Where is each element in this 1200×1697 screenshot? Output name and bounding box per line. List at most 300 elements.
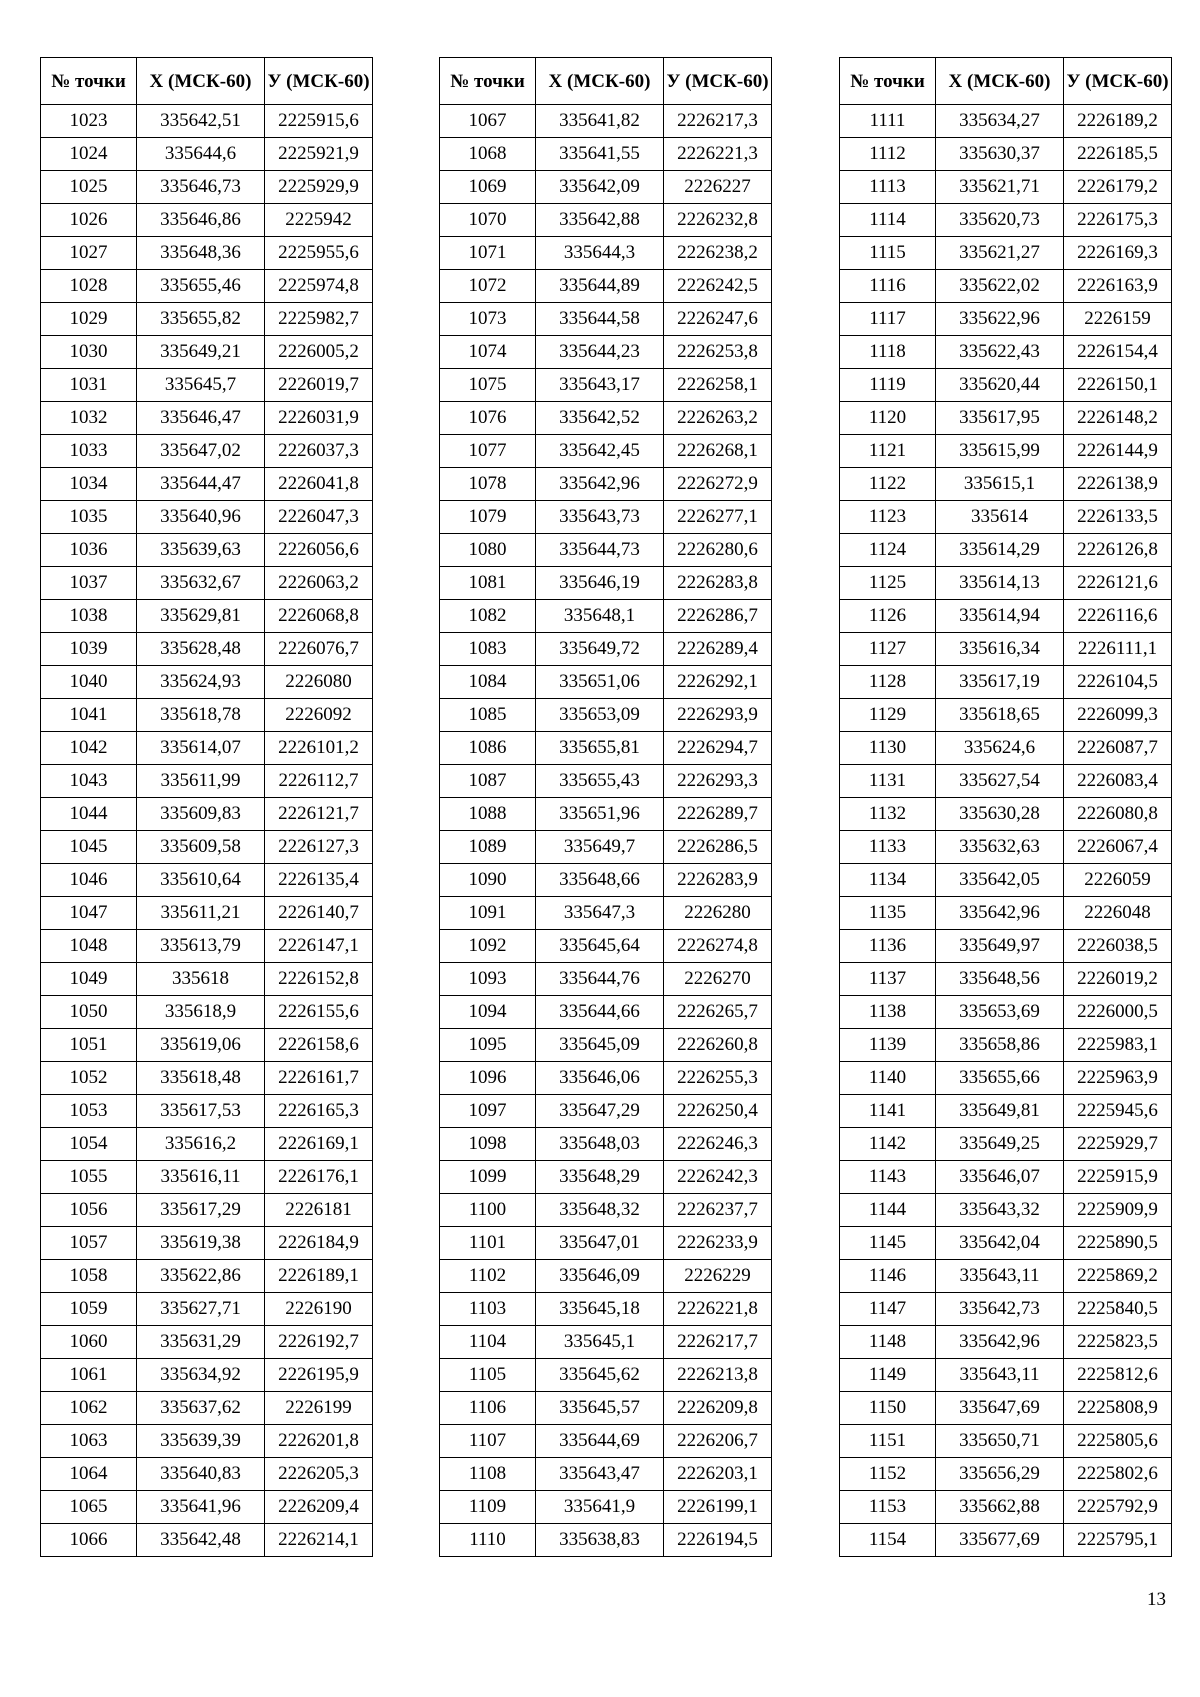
- cell-x-coordinate: 335646,07: [936, 1161, 1064, 1194]
- cell-x-coordinate: 335634,27: [936, 105, 1064, 138]
- cell-x-coordinate: 335644,76: [536, 963, 664, 996]
- cell-point-number: 1115: [840, 237, 936, 270]
- cell-point-number: 1088: [440, 798, 536, 831]
- table-row: [440, 1491, 772, 1524]
- cell-x-coordinate: 335642,51: [137, 105, 265, 138]
- table-row: [41, 1128, 373, 1161]
- cell-x-coordinate: 335619,38: [137, 1227, 265, 1260]
- cell-y-coordinate: 2226041,8: [265, 468, 373, 501]
- table-row: [840, 1194, 1172, 1227]
- cell-y-coordinate: 2226121,7: [265, 798, 373, 831]
- cell-point-number: 1070: [440, 204, 536, 237]
- cell-point-number: 1107: [440, 1425, 536, 1458]
- cell-point-number: 1138: [840, 996, 936, 1029]
- table-row: [840, 1293, 1172, 1326]
- table-row: [440, 1524, 772, 1557]
- cell-y-coordinate: 2226209,8: [664, 1392, 772, 1425]
- cell-y-coordinate: 2226272,9: [664, 468, 772, 501]
- cell-x-coordinate: 335618,78: [137, 699, 265, 732]
- cell-x-coordinate: 335647,69: [936, 1392, 1064, 1425]
- cell-y-coordinate: 2226148,2: [1064, 402, 1172, 435]
- cell-y-coordinate: 2225890,5: [1064, 1227, 1172, 1260]
- cell-y-coordinate: 2226101,2: [265, 732, 373, 765]
- cell-point-number: 1129: [840, 699, 936, 732]
- cell-y-coordinate: 2226214,1: [265, 1524, 373, 1557]
- table-row: [840, 996, 1172, 1029]
- table-row: [840, 1227, 1172, 1260]
- table-row: [41, 105, 373, 138]
- cell-y-coordinate: 2226104,5: [1064, 666, 1172, 699]
- cell-point-number: 1038: [41, 600, 137, 633]
- cell-x-coordinate: 335615,1: [936, 468, 1064, 501]
- cell-y-coordinate: 2225929,9: [265, 171, 373, 204]
- cell-y-coordinate: 2226286,7: [664, 600, 772, 633]
- cell-y-coordinate: 2226255,3: [664, 1062, 772, 1095]
- cell-point-number: 1140: [840, 1062, 936, 1095]
- cell-y-coordinate: 2226150,1: [1064, 369, 1172, 402]
- cell-point-number: 1090: [440, 864, 536, 897]
- cell-point-number: 1106: [440, 1392, 536, 1425]
- cell-y-coordinate: 2226206,7: [664, 1425, 772, 1458]
- cell-point-number: 1029: [41, 303, 137, 336]
- cell-x-coordinate: 335648,03: [536, 1128, 664, 1161]
- table-row: [840, 270, 1172, 303]
- cell-point-number: 1077: [440, 435, 536, 468]
- cell-point-number: 1123: [840, 501, 936, 534]
- cell-y-coordinate: 2226246,3: [664, 1128, 772, 1161]
- cell-y-coordinate: 2226203,1: [664, 1458, 772, 1491]
- cell-point-number: 1082: [440, 600, 536, 633]
- cell-point-number: 1045: [41, 831, 137, 864]
- cell-point-number: 1056: [41, 1194, 137, 1227]
- cell-x-coordinate: 335643,32: [936, 1194, 1064, 1227]
- cell-point-number: 1125: [840, 567, 936, 600]
- cell-x-coordinate: 335619,06: [137, 1029, 265, 1062]
- cell-x-coordinate: 335648,66: [536, 864, 664, 897]
- table-row: [840, 831, 1172, 864]
- cell-y-coordinate: 2226190: [265, 1293, 373, 1326]
- cell-x-coordinate: 335618,48: [137, 1062, 265, 1095]
- cell-point-number: 1132: [840, 798, 936, 831]
- cell-x-coordinate: 335643,17: [536, 369, 664, 402]
- cell-x-coordinate: 335642,05: [936, 864, 1064, 897]
- table-row: [440, 831, 772, 864]
- table-row: [440, 963, 772, 996]
- cell-point-number: 1131: [840, 765, 936, 798]
- table-row: [840, 1359, 1172, 1392]
- cell-point-number: 1043: [41, 765, 137, 798]
- cell-y-coordinate: 2226293,3: [664, 765, 772, 798]
- cell-y-coordinate: 2226209,4: [265, 1491, 373, 1524]
- table-header-row: [440, 58, 772, 105]
- table-row: [840, 105, 1172, 138]
- cell-x-coordinate: 335646,09: [536, 1260, 664, 1293]
- table-row: [41, 402, 373, 435]
- cell-x-coordinate: 335643,11: [936, 1359, 1064, 1392]
- cell-point-number: 1034: [41, 468, 137, 501]
- cell-point-number: 1134: [840, 864, 936, 897]
- cell-x-coordinate: 335618: [137, 963, 265, 996]
- cell-y-coordinate: 2226221,8: [664, 1293, 772, 1326]
- cell-point-number: 1153: [840, 1491, 936, 1524]
- table-row: [440, 1029, 772, 1062]
- coordinates-table-2: [439, 57, 772, 1557]
- table-row: [440, 1227, 772, 1260]
- table-row: [840, 1029, 1172, 1062]
- table-row: [41, 1293, 373, 1326]
- cell-point-number: 1133: [840, 831, 936, 864]
- cell-y-coordinate: 2226165,3: [265, 1095, 373, 1128]
- cell-y-coordinate: 2225823,5: [1064, 1326, 1172, 1359]
- table-row: [440, 468, 772, 501]
- cell-x-coordinate: 335648,32: [536, 1194, 664, 1227]
- cell-point-number: 1113: [840, 171, 936, 204]
- table-row: [440, 534, 772, 567]
- table-row: [840, 1524, 1172, 1557]
- cell-y-coordinate: 2226048: [1064, 897, 1172, 930]
- table-row: [41, 1359, 373, 1392]
- cell-x-coordinate: 335643,47: [536, 1458, 664, 1491]
- cell-x-coordinate: 335609,58: [137, 831, 265, 864]
- cell-y-coordinate: 2226289,4: [664, 633, 772, 666]
- table-row: [41, 930, 373, 963]
- cell-y-coordinate: 2226260,8: [664, 1029, 772, 1062]
- table-row: [41, 633, 373, 666]
- cell-y-coordinate: 2226195,9: [265, 1359, 373, 1392]
- cell-x-coordinate: 335645,18: [536, 1293, 664, 1326]
- cell-point-number: 1027: [41, 237, 137, 270]
- table-row: [41, 963, 373, 996]
- cell-y-coordinate: 2226138,9: [1064, 468, 1172, 501]
- cell-x-coordinate: 335616,11: [137, 1161, 265, 1194]
- table-body: [41, 105, 373, 1557]
- cell-x-coordinate: 335642,48: [137, 1524, 265, 1557]
- cell-x-coordinate: 335632,63: [936, 831, 1064, 864]
- cell-point-number: 1080: [440, 534, 536, 567]
- cell-y-coordinate: 2226080,8: [1064, 798, 1172, 831]
- cell-point-number: 1031: [41, 369, 137, 402]
- table-row: [41, 336, 373, 369]
- table-row: [440, 996, 772, 1029]
- cell-x-coordinate: 335656,29: [936, 1458, 1064, 1491]
- cell-x-coordinate: 335609,83: [137, 798, 265, 831]
- cell-point-number: 1128: [840, 666, 936, 699]
- cell-y-coordinate: 2226155,6: [265, 996, 373, 1029]
- cell-point-number: 1121: [840, 435, 936, 468]
- cell-point-number: 1122: [840, 468, 936, 501]
- table-row: [440, 1425, 772, 1458]
- cell-x-coordinate: 335631,29: [137, 1326, 265, 1359]
- cell-x-coordinate: 335655,46: [137, 270, 265, 303]
- table-row: [440, 1128, 772, 1161]
- cell-y-coordinate: 2226221,3: [664, 138, 772, 171]
- table-row: [41, 996, 373, 1029]
- cell-x-coordinate: 335614,94: [936, 600, 1064, 633]
- cell-y-coordinate: 2226277,1: [664, 501, 772, 534]
- cell-y-coordinate: 2225945,6: [1064, 1095, 1172, 1128]
- cell-x-coordinate: 335653,69: [936, 996, 1064, 1029]
- cell-point-number: 1098: [440, 1128, 536, 1161]
- cell-point-number: 1067: [440, 105, 536, 138]
- cell-x-coordinate: 335629,81: [137, 600, 265, 633]
- cell-x-coordinate: 335627,54: [936, 765, 1064, 798]
- cell-point-number: 1059: [41, 1293, 137, 1326]
- cell-x-coordinate: 335621,27: [936, 237, 1064, 270]
- cell-y-coordinate: 2226175,3: [1064, 204, 1172, 237]
- cell-y-coordinate: 2225963,9: [1064, 1062, 1172, 1095]
- cell-y-coordinate: 2226169,3: [1064, 237, 1172, 270]
- table-row: [840, 204, 1172, 237]
- cell-y-coordinate: 2226059: [1064, 864, 1172, 897]
- cell-y-coordinate: 2226140,7: [265, 897, 373, 930]
- cell-point-number: 1086: [440, 732, 536, 765]
- table-row: [41, 567, 373, 600]
- cell-x-coordinate: 335624,93: [137, 666, 265, 699]
- table-row: [840, 1128, 1172, 1161]
- cell-x-coordinate: 335655,66: [936, 1062, 1064, 1095]
- cell-y-coordinate: 2226126,8: [1064, 534, 1172, 567]
- cell-x-coordinate: 335613,79: [137, 930, 265, 963]
- cell-point-number: 1112: [840, 138, 936, 171]
- cell-y-coordinate: 2226185,5: [1064, 138, 1172, 171]
- coordinates-table-1: [40, 57, 373, 1557]
- cell-x-coordinate: 335614: [936, 501, 1064, 534]
- table-row: [440, 1359, 772, 1392]
- cell-point-number: 1068: [440, 138, 536, 171]
- cell-y-coordinate: 2225869,2: [1064, 1260, 1172, 1293]
- cell-point-number: 1061: [41, 1359, 137, 1392]
- cell-point-number: 1074: [440, 336, 536, 369]
- table-row: [440, 600, 772, 633]
- cell-point-number: 1085: [440, 699, 536, 732]
- cell-x-coordinate: 335620,44: [936, 369, 1064, 402]
- table-row: [440, 1392, 772, 1425]
- table-row: [41, 666, 373, 699]
- cell-x-coordinate: 335655,81: [536, 732, 664, 765]
- cell-x-coordinate: 335621,71: [936, 171, 1064, 204]
- cell-y-coordinate: 2226227: [664, 171, 772, 204]
- table-row: [41, 732, 373, 765]
- coordinates-table-3: [839, 57, 1172, 1557]
- cell-y-coordinate: 2226135,4: [265, 864, 373, 897]
- table-row: [41, 1194, 373, 1227]
- cell-x-coordinate: 335644,3: [536, 237, 664, 270]
- cell-y-coordinate: 2225982,7: [265, 303, 373, 336]
- cell-point-number: 1030: [41, 336, 137, 369]
- cell-y-coordinate: 2225929,7: [1064, 1128, 1172, 1161]
- cell-x-coordinate: 335639,63: [137, 534, 265, 567]
- table-row: [840, 171, 1172, 204]
- header-point-number: № точки: [440, 58, 536, 105]
- cell-point-number: 1105: [440, 1359, 536, 1392]
- page-number: 13: [1147, 1589, 1166, 1610]
- cell-x-coordinate: 335653,09: [536, 699, 664, 732]
- cell-y-coordinate: 2226092: [265, 699, 373, 732]
- table-row: [440, 171, 772, 204]
- table-row: [41, 600, 373, 633]
- cell-point-number: 1103: [440, 1293, 536, 1326]
- cell-point-number: 1130: [840, 732, 936, 765]
- cell-x-coordinate: 335630,28: [936, 798, 1064, 831]
- cell-y-coordinate: 2225812,6: [1064, 1359, 1172, 1392]
- cell-x-coordinate: 335611,99: [137, 765, 265, 798]
- header-point-number: № точки: [840, 58, 936, 105]
- cell-y-coordinate: 2226159: [1064, 303, 1172, 336]
- cell-y-coordinate: 2226242,5: [664, 270, 772, 303]
- cell-point-number: 1142: [840, 1128, 936, 1161]
- cell-x-coordinate: 335644,89: [536, 270, 664, 303]
- table-row: [41, 1326, 373, 1359]
- table-row: [440, 732, 772, 765]
- cell-point-number: 1084: [440, 666, 536, 699]
- cell-y-coordinate: 2226083,4: [1064, 765, 1172, 798]
- cell-point-number: 1050: [41, 996, 137, 1029]
- cell-x-coordinate: 335644,73: [536, 534, 664, 567]
- cell-y-coordinate: 2226127,3: [265, 831, 373, 864]
- table-row: [440, 765, 772, 798]
- table-row: [440, 435, 772, 468]
- cell-point-number: 1049: [41, 963, 137, 996]
- table-row: [840, 798, 1172, 831]
- cell-point-number: 1079: [440, 501, 536, 534]
- cell-x-coordinate: 335622,02: [936, 270, 1064, 303]
- cell-y-coordinate: 2225974,8: [265, 270, 373, 303]
- cell-x-coordinate: 335646,19: [536, 567, 664, 600]
- cell-y-coordinate: 2226263,2: [664, 402, 772, 435]
- cell-x-coordinate: 335617,95: [936, 402, 1064, 435]
- cell-x-coordinate: 335648,1: [536, 600, 664, 633]
- cell-point-number: 1135: [840, 897, 936, 930]
- table-row: [41, 1095, 373, 1128]
- cell-x-coordinate: 335644,6: [137, 138, 265, 171]
- cell-y-coordinate: 2226199,1: [664, 1491, 772, 1524]
- cell-point-number: 1046: [41, 864, 137, 897]
- cell-y-coordinate: 2226161,7: [265, 1062, 373, 1095]
- cell-x-coordinate: 335644,58: [536, 303, 664, 336]
- cell-x-coordinate: 335647,01: [536, 1227, 664, 1260]
- cell-point-number: 1058: [41, 1260, 137, 1293]
- cell-y-coordinate: 2226237,7: [664, 1194, 772, 1227]
- table-row: [41, 831, 373, 864]
- cell-y-coordinate: 2226111,1: [1064, 633, 1172, 666]
- cell-point-number: 1026: [41, 204, 137, 237]
- table-row: [41, 1062, 373, 1095]
- table-row: [440, 1260, 772, 1293]
- cell-point-number: 1033: [41, 435, 137, 468]
- table-row: [840, 930, 1172, 963]
- cell-point-number: 1091: [440, 897, 536, 930]
- cell-point-number: 1075: [440, 369, 536, 402]
- table-row: [840, 1458, 1172, 1491]
- cell-x-coordinate: 335643,11: [936, 1260, 1064, 1293]
- cell-y-coordinate: 2226121,6: [1064, 567, 1172, 600]
- cell-y-coordinate: 2225983,1: [1064, 1029, 1172, 1062]
- cell-x-coordinate: 335627,71: [137, 1293, 265, 1326]
- table-row: [440, 1062, 772, 1095]
- cell-point-number: 1101: [440, 1227, 536, 1260]
- cell-y-coordinate: 2226283,8: [664, 567, 772, 600]
- table-row: [440, 897, 772, 930]
- cell-y-coordinate: 2226067,4: [1064, 831, 1172, 864]
- cell-y-coordinate: 2226112,7: [265, 765, 373, 798]
- cell-x-coordinate: 335662,88: [936, 1491, 1064, 1524]
- cell-x-coordinate: 335647,02: [137, 435, 265, 468]
- cell-y-coordinate: 2226217,7: [664, 1326, 772, 1359]
- table-row: [41, 1161, 373, 1194]
- cell-point-number: 1099: [440, 1161, 536, 1194]
- table-row: [440, 633, 772, 666]
- cell-x-coordinate: 335642,52: [536, 402, 664, 435]
- cell-y-coordinate: 2226087,7: [1064, 732, 1172, 765]
- cell-point-number: 1071: [440, 237, 536, 270]
- cell-point-number: 1104: [440, 1326, 536, 1359]
- cell-point-number: 1073: [440, 303, 536, 336]
- cell-x-coordinate: 335618,65: [936, 699, 1064, 732]
- cell-y-coordinate: 2226280: [664, 897, 772, 930]
- cell-x-coordinate: 335650,71: [936, 1425, 1064, 1458]
- cell-point-number: 1108: [440, 1458, 536, 1491]
- cell-y-coordinate: 2226181: [265, 1194, 373, 1227]
- cell-x-coordinate: 335641,55: [536, 138, 664, 171]
- cell-point-number: 1057: [41, 1227, 137, 1260]
- cell-y-coordinate: 2226047,3: [265, 501, 373, 534]
- cell-x-coordinate: 335640,96: [137, 501, 265, 534]
- cell-point-number: 1110: [440, 1524, 536, 1557]
- table-row: [840, 237, 1172, 270]
- cell-y-coordinate: 2226184,9: [265, 1227, 373, 1260]
- cell-x-coordinate: 335655,43: [536, 765, 664, 798]
- cell-x-coordinate: 335642,04: [936, 1227, 1064, 1260]
- table-row: [840, 1392, 1172, 1425]
- cell-point-number: 1109: [440, 1491, 536, 1524]
- cell-x-coordinate: 335641,9: [536, 1491, 664, 1524]
- table-row: [840, 369, 1172, 402]
- cell-x-coordinate: 335644,66: [536, 996, 664, 1029]
- cell-x-coordinate: 335643,73: [536, 501, 664, 534]
- cell-x-coordinate: 335622,43: [936, 336, 1064, 369]
- cell-point-number: 1111: [840, 105, 936, 138]
- cell-x-coordinate: 335634,92: [137, 1359, 265, 1392]
- table-row: [41, 171, 373, 204]
- table-row: [440, 864, 772, 897]
- cell-point-number: 1078: [440, 468, 536, 501]
- cell-x-coordinate: 335645,64: [536, 930, 664, 963]
- cell-point-number: 1069: [440, 171, 536, 204]
- cell-y-coordinate: 2226133,5: [1064, 501, 1172, 534]
- cell-y-coordinate: 2226169,1: [265, 1128, 373, 1161]
- header-x-coordinate: Х (МСК-60): [936, 58, 1064, 105]
- cell-x-coordinate: 335618,9: [137, 996, 265, 1029]
- cell-x-coordinate: 335645,7: [137, 369, 265, 402]
- cell-point-number: 1141: [840, 1095, 936, 1128]
- cell-point-number: 1081: [440, 567, 536, 600]
- cell-x-coordinate: 335637,62: [137, 1392, 265, 1425]
- cell-x-coordinate: 335640,83: [137, 1458, 265, 1491]
- cell-point-number: 1062: [41, 1392, 137, 1425]
- table-row: [840, 534, 1172, 567]
- table-row: [440, 1095, 772, 1128]
- cell-point-number: 1055: [41, 1161, 137, 1194]
- cell-y-coordinate: 2226280,6: [664, 534, 772, 567]
- cell-y-coordinate: 2226056,6: [265, 534, 373, 567]
- cell-y-coordinate: 2226242,3: [664, 1161, 772, 1194]
- cell-point-number: 1150: [840, 1392, 936, 1425]
- header-x-coordinate: Х (МСК-60): [536, 58, 664, 105]
- cell-y-coordinate: 2226031,9: [265, 402, 373, 435]
- table-row: [440, 666, 772, 699]
- cell-x-coordinate: 335641,96: [137, 1491, 265, 1524]
- table-row: [840, 633, 1172, 666]
